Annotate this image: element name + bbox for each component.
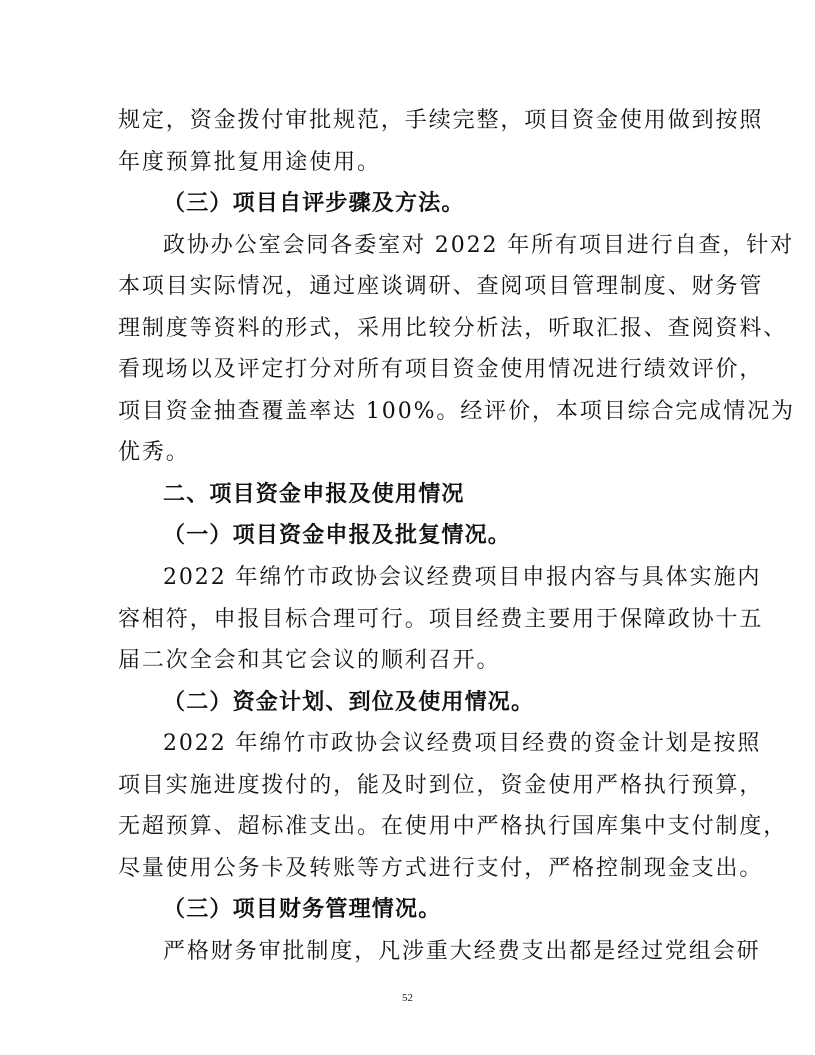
body-text-line: 严格财务审批制度，凡涉重大经费支出都是经过党组会研 xyxy=(163,939,761,964)
body-text-line: 看现场以及评定打分对所有项目资金使用情况进行绩效评价， xyxy=(118,357,764,382)
body-text-line: 尽量使用公务卡及转账等方式进行支付，严格控制现金支出。 xyxy=(118,856,764,881)
body-text-line: 本项目实际情况，通过座谈调研、查阅项目管理制度、财务管 xyxy=(118,274,764,299)
body-text-line: 年度预算批复用途使用。 xyxy=(118,150,381,175)
body-text-line: 理制度等资料的形式，采用比较分析法，听取汇报、查阅资料、 xyxy=(118,316,788,341)
section-heading: （三）项目财务管理情况。 xyxy=(163,897,442,922)
section-heading: （二）资金计划、到位及使用情况。 xyxy=(163,690,535,715)
page-number: 52 xyxy=(402,992,413,1004)
chapter-heading: 二、项目资金申报及使用情况 xyxy=(163,482,465,507)
body-text-line: 届二次全会和其它会议的顺利召开。 xyxy=(118,648,501,673)
body-text-line: 项目实施进度拨付的，能及时到位，资金使用严格执行预算， xyxy=(118,773,764,798)
body-text-line: 规定，资金拨付审批规范，手续完整，项目资金使用做到按照 xyxy=(118,108,764,133)
body-text-line: 政协办公室会同各委室对 2022 年所有项目进行自查，针对 xyxy=(163,233,795,258)
body-text-line: 优秀。 xyxy=(118,440,190,465)
body-text-line: 无超预算、超标准支出。在使用中严格执行国库集中支付制度， xyxy=(118,814,788,839)
body-text-line: 项目资金抽查覆盖率达 100%。经评价，本项目综合完成情况为 xyxy=(118,399,795,424)
section-heading: （一）项目资金申报及批复情况。 xyxy=(163,523,512,548)
section-heading: （三）项目自评步骤及方法。 xyxy=(163,191,465,216)
body-text-line: 2022 年绵竹市政协会议经费项目申报内容与具体实施内 xyxy=(163,565,762,590)
body-text-line: 容相符，申报目标合理可行。项目经费主要用于保障政协十五 xyxy=(118,607,764,632)
body-text-line: 2022 年绵竹市政协会议经费项目经费的资金计划是按照 xyxy=(163,731,762,756)
